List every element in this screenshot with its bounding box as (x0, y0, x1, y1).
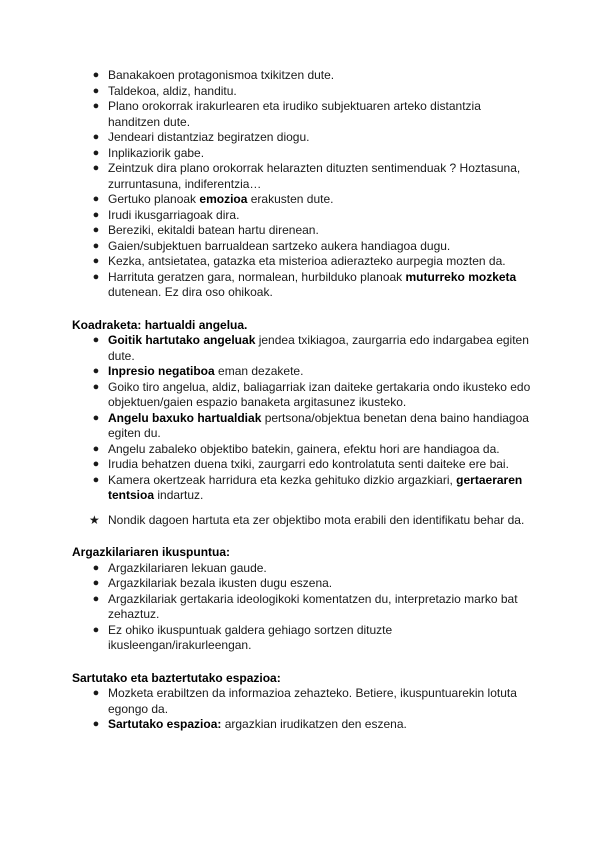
list-item (92, 472, 532, 504)
item-text: Gaien/subjektuen barrualdean sartzeko aukera handiagoa dugu. (108, 238, 451, 253)
item-text: Angelu zabaleko objektibo batekin, gainera, efektu hori are handiagoa da. (108, 441, 500, 456)
item-text: argazkian irudikatzen den eszena. (221, 717, 407, 731)
bullet-icon: ● (92, 380, 100, 393)
item-text: Argazkilariaren lekuan gaude. (108, 560, 267, 575)
bold-text: Angelu baxuko hartualdiak (108, 410, 262, 425)
item-text: Harrituta geratzen gara, normalean, hurbilduko planoak (108, 269, 406, 284)
item-text: Taldekoa, aldiz, handitu. (108, 83, 237, 98)
bullet-list-koadraketa (72, 333, 532, 504)
list-item (92, 560, 532, 577)
star-note-text: Nondik dagoen hartuta eta zer objektibo mota erabili den identifikatu behar da. (108, 512, 525, 527)
list-item (92, 717, 532, 733)
document-page (72, 68, 532, 733)
bullet-icon: ● (92, 146, 100, 159)
bold-text: Sartutako espazioa: (108, 717, 222, 731)
item-text: Jendeari distantziaz begiratzen diogu. (108, 130, 310, 144)
bullet-icon: ● (92, 411, 100, 424)
star-icon: ★ (89, 512, 100, 527)
bullet-list-plano-orokorrak (72, 68, 532, 301)
bullet-icon: ● (92, 100, 100, 112)
item-text: Irudi ikusgarriagoak dira. (108, 207, 240, 222)
bullet-icon: ● (92, 458, 100, 470)
star-note (72, 513, 532, 529)
list-item (92, 83, 532, 100)
bold-text: muturreko mozketa (405, 269, 517, 284)
list-item (92, 161, 532, 192)
item-text: erakusten dute. (247, 192, 334, 206)
bold-text: gertaeraren tentsioa (108, 472, 523, 502)
list-item (92, 254, 532, 270)
list-item (92, 686, 532, 717)
bullet-icon: ● (92, 718, 100, 730)
item-text: Mozketa erabiltzen da informazioa zehazteko. Betiere, ikuspuntuarekin lotuta egongo da. (108, 686, 517, 716)
item-text: Irudia behatzen duena txiki, zaurgarri edo kontrolatuta senti daiteke ere bai. (108, 457, 509, 471)
item-text: Zeintzuk dira plano orokorrak helarazten dituzten sentimenduak ? Hoztasuna, zurruntasuna, indiferentzia… (108, 161, 521, 191)
bullet-icon: ● (92, 84, 100, 97)
item-text: Bereziki, ekitaldi batean hartu direnean. (108, 223, 319, 237)
bullet-icon: ● (92, 255, 100, 267)
bullet-icon: ● (92, 162, 100, 174)
heading-koadraketa: Koadraketa: hartualdi angelua. (72, 317, 248, 332)
list-item (92, 223, 532, 239)
bullet-list-espazioa (72, 686, 532, 733)
bullet-icon: ● (92, 442, 100, 455)
list-item (92, 379, 532, 411)
bullet-icon: ● (92, 334, 100, 346)
list-item (92, 238, 532, 255)
bullet-icon: ● (92, 623, 100, 636)
item-text: Argazkilariak gertakaria ideologikoki komentatzen du, interpretazio marko bat zehaztuz. (108, 591, 518, 621)
item-text: dutenean. Ez dira oso ohikoak. (108, 285, 273, 299)
list-item (92, 333, 532, 364)
item-text: Goiko tiro angelua, aldiz, baliagarriak izan daiteke gertakaria ondo ikusteko edo objektuen/gaien espazio banaketa argitasunez ikusteko. (108, 379, 531, 409)
bullet-list-ikuspuntua (72, 561, 532, 654)
list-item (92, 410, 532, 442)
list-item (92, 364, 532, 380)
item-text: Banakakoen protagonismoa txikitzen dute. (108, 68, 335, 82)
list-item (92, 207, 532, 224)
list-item (92, 269, 532, 301)
bold-text: Inpresio negatiboa (108, 364, 215, 378)
bold-text: emozioa (199, 192, 248, 206)
list-item (92, 130, 532, 146)
list-item (92, 192, 532, 208)
item-text: Kezka, antsietatea, gatazka eta misterioa adierazteko aurpegia mozten da. (108, 254, 506, 268)
list-item (92, 145, 532, 162)
item-text: Argazkilariak bezala ikusten dugu eszena. (108, 576, 333, 590)
bullet-icon: ● (92, 224, 100, 236)
item-text: Inplikaziorik gabe. (108, 145, 205, 160)
bullet-icon: ● (92, 561, 100, 574)
list-item (92, 457, 532, 473)
bullet-icon: ● (92, 687, 100, 699)
bullet-icon: ● (92, 577, 100, 589)
bullet-icon: ● (92, 69, 100, 81)
item-text: jendea txikiagoa, zaurgarria edo indargabea egiten dute. (108, 333, 529, 363)
list-item (92, 576, 532, 592)
list-item (92, 622, 532, 654)
bullet-icon: ● (92, 208, 100, 221)
item-text: Plano orokorrak irakurlearen eta irudiko subjektuaren arteko distantzia handitzen dute. (108, 99, 481, 129)
bullet-icon: ● (92, 365, 100, 377)
heading-argazkilariaren-ikuspuntua: Argazkilariaren ikuspuntua: (72, 545, 231, 559)
bold-text: Goitik hartutako angeluak (108, 333, 256, 347)
list-item (92, 68, 532, 84)
list-item (92, 441, 532, 458)
bullet-icon: ● (92, 592, 100, 605)
heading-sartutako-espazioa: Sartutako eta baztertutako espazioa: (72, 670, 281, 685)
list-item (92, 99, 532, 130)
list-item (92, 591, 532, 623)
item-text: Gertuko planoak (108, 192, 200, 206)
item-text: eman dezakete. (214, 364, 304, 378)
item-text: Kamera okertzeak harridura eta kezka gehituko dizkio argazkiari, (108, 472, 457, 487)
item-text: indartuz. (154, 488, 204, 502)
bullet-icon: ● (92, 131, 100, 143)
bullet-icon: ● (92, 193, 100, 205)
item-text: pertsona/objektua benetan dena baino handiagoa egiten du. (108, 410, 529, 440)
bullet-icon: ● (92, 473, 100, 486)
item-text: Ez ohiko ikuspuntuak galdera gehiago sortzen dituzte ikusleengan/irakurleengan. (108, 622, 393, 652)
bullet-icon: ● (92, 270, 100, 283)
bullet-icon: ● (92, 239, 100, 252)
